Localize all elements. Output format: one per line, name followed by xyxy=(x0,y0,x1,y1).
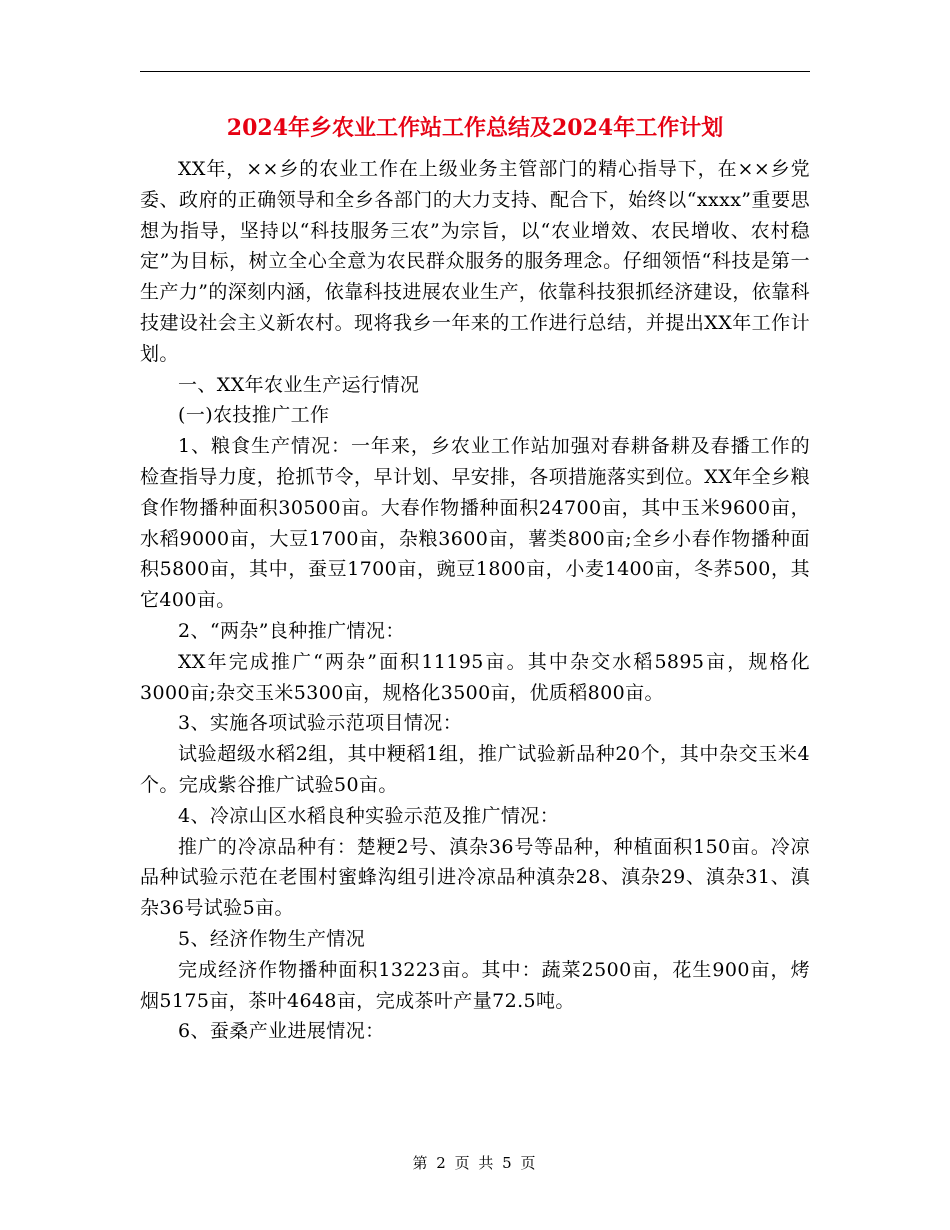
heading-subsection-1: (一)农技推广工作 xyxy=(178,404,330,427)
page-footer: 第 2 页 共 5 页 xyxy=(412,1154,538,1172)
document-title: 2024年乡农业工作站工作总结及2024年工作计划 xyxy=(226,115,724,141)
paragraph-grain-production: 1、粮食生产情况：一年来，乡农业工作站加强对春耕备耕及春播工作的检查指导力度，抢抓节令，早计划、早安排，各项措施落实到位。XX年全乡粮食作物播种面积30500亩。大春作物播种面积24700亩，其中玉米9600亩，水稻9000亩，大豆1700亩，杂粮3600亩，薯类800亩;全乡小春作物播种面积5800亩，其中，蚕豆1700亩，豌豆1800亩，小麦1400亩，冬荞500，其它400亩。 xyxy=(140,435,810,612)
header-rule xyxy=(140,71,810,72)
paragraph-cool-mountain-rice: 推广的冷凉品种有：楚粳2号、滇杂36号等品种，种植面积150亩。冷凉品种试验示范在老围村蜜蜂沟组引进冷凉品种滇杂28、滇杂29、滇杂31、滇杂36号试验5亩。 xyxy=(140,835,810,920)
paragraph-intro: XX年，××乡的农业工作在上级业务主管部门的精心指导下，在××乡党委、政府的正确领导和全乡各部门的大力支持、配合下，始终以“xxxx”重要思想为指导，坚持以“科技服务三农”为宗旨，以“农业增效、农民增收、农村稳定”为目标，树立全心全意为农民群众服务的服务理念。仔细领悟“科技是第一生产力”的深刻内涵，依靠科技进展农业生产，依靠科技狠抓经济建设，依靠科技建设社会主义新农村。现将我乡一年来的工作进行总结，并提出XX年工作计划。 xyxy=(140,158,810,365)
heading-hybrid-seeds: 2、“两杂”良种推广情况： xyxy=(178,619,405,642)
paragraph-demo-projects: 试验超级水稻2组，其中粳稻1组，推广试验新品种20个，其中杂交玉米4个。完成紫谷推广试验50亩。 xyxy=(140,743,810,796)
paragraph-hybrid-seeds: XX年完成推广“两杂”面积11195亩。其中杂交水稻5895亩，规格化3000亩;杂交玉米5300亩，规格化3500亩，优质稻800亩。 xyxy=(140,650,810,704)
heading-cash-crops: 5、经济作物生产情况 xyxy=(178,927,366,950)
heading-demo-projects: 3、实施各项试验示范项目情况： xyxy=(178,712,463,735)
heading-section-1: 一、XX年农业生产运行情况 xyxy=(178,373,420,396)
paragraph-cash-crops: 完成经济作物播种面积13223亩。其中：蔬菜2500亩，花生900亩，烤烟5175亩，茶叶4648亩，完成茶叶产量72.5吨。 xyxy=(140,958,810,1012)
document-body xyxy=(140,154,810,1047)
heading-cool-mountain-rice: 4、冷凉山区水稻良种实验示范及推广情况： xyxy=(178,804,560,827)
heading-sericulture: 6、蚕桑产业进展情况： xyxy=(178,1020,385,1043)
